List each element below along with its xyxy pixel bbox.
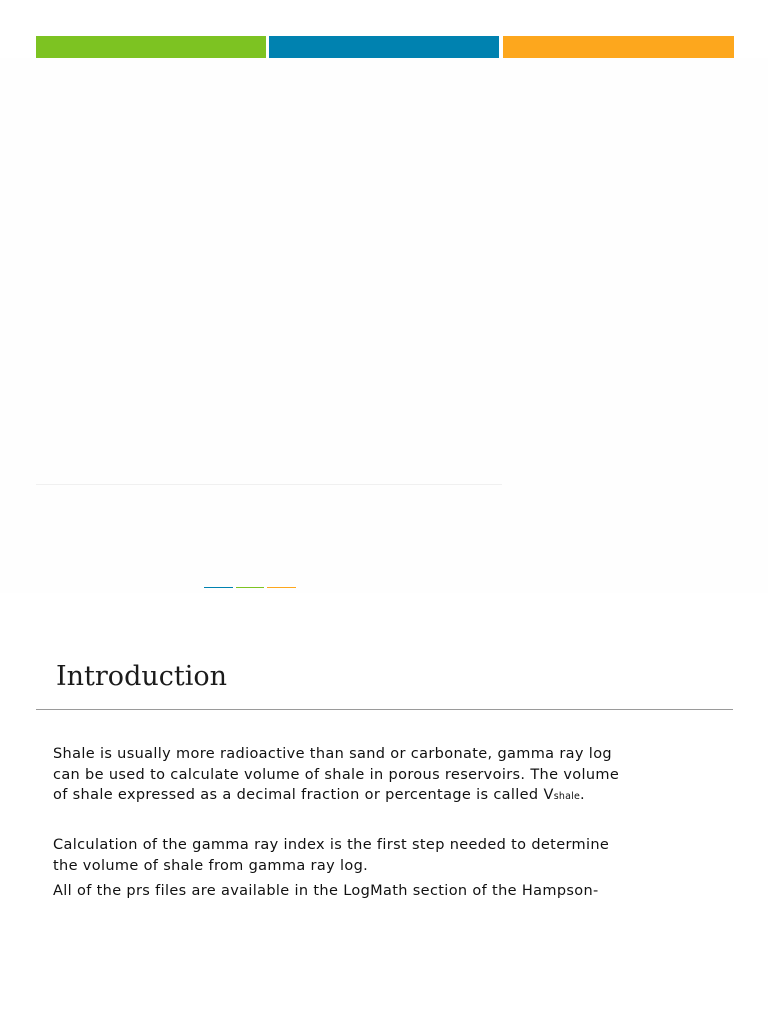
paragraph-line-end: . <box>580 787 585 803</box>
cover-divider <box>36 484 502 485</box>
section-title: Introduction <box>56 661 227 692</box>
mini-accent-orange <box>267 587 296 588</box>
paragraph-line: Calculation of the gamma ray index is the first step needed to determine <box>53 837 610 853</box>
paragraph-gamma-index <box>53 835 733 876</box>
paragraph-line: can be used to calculate volume of shale in porous reservoirs. The volume <box>53 766 620 783</box>
color-bar-orange-segment <box>503 36 734 58</box>
paragraph-line: Shale is usually more radioactive than sand or carbonate, gamma ray log <box>53 746 612 762</box>
paragraph-intro <box>53 744 733 808</box>
paragraph-prs-files <box>53 881 733 902</box>
title-divider <box>36 709 733 710</box>
top-color-bar <box>36 36 734 58</box>
paragraph-line: All of the prs files are available in the LogMath section of the Hampson- <box>53 883 599 899</box>
paragraph-line: of shale expressed as a decimal fraction or percentage is called V <box>53 787 554 803</box>
paragraph-line: the volume of shale from gamma ray log. <box>53 857 369 874</box>
mini-accent-blue <box>204 587 233 588</box>
cover-area <box>0 58 768 593</box>
mini-accent-green <box>236 587 264 588</box>
color-bar-blue-segment <box>269 36 499 58</box>
color-bar-green-segment <box>36 36 266 58</box>
vshale-subscript: shale <box>553 791 580 802</box>
